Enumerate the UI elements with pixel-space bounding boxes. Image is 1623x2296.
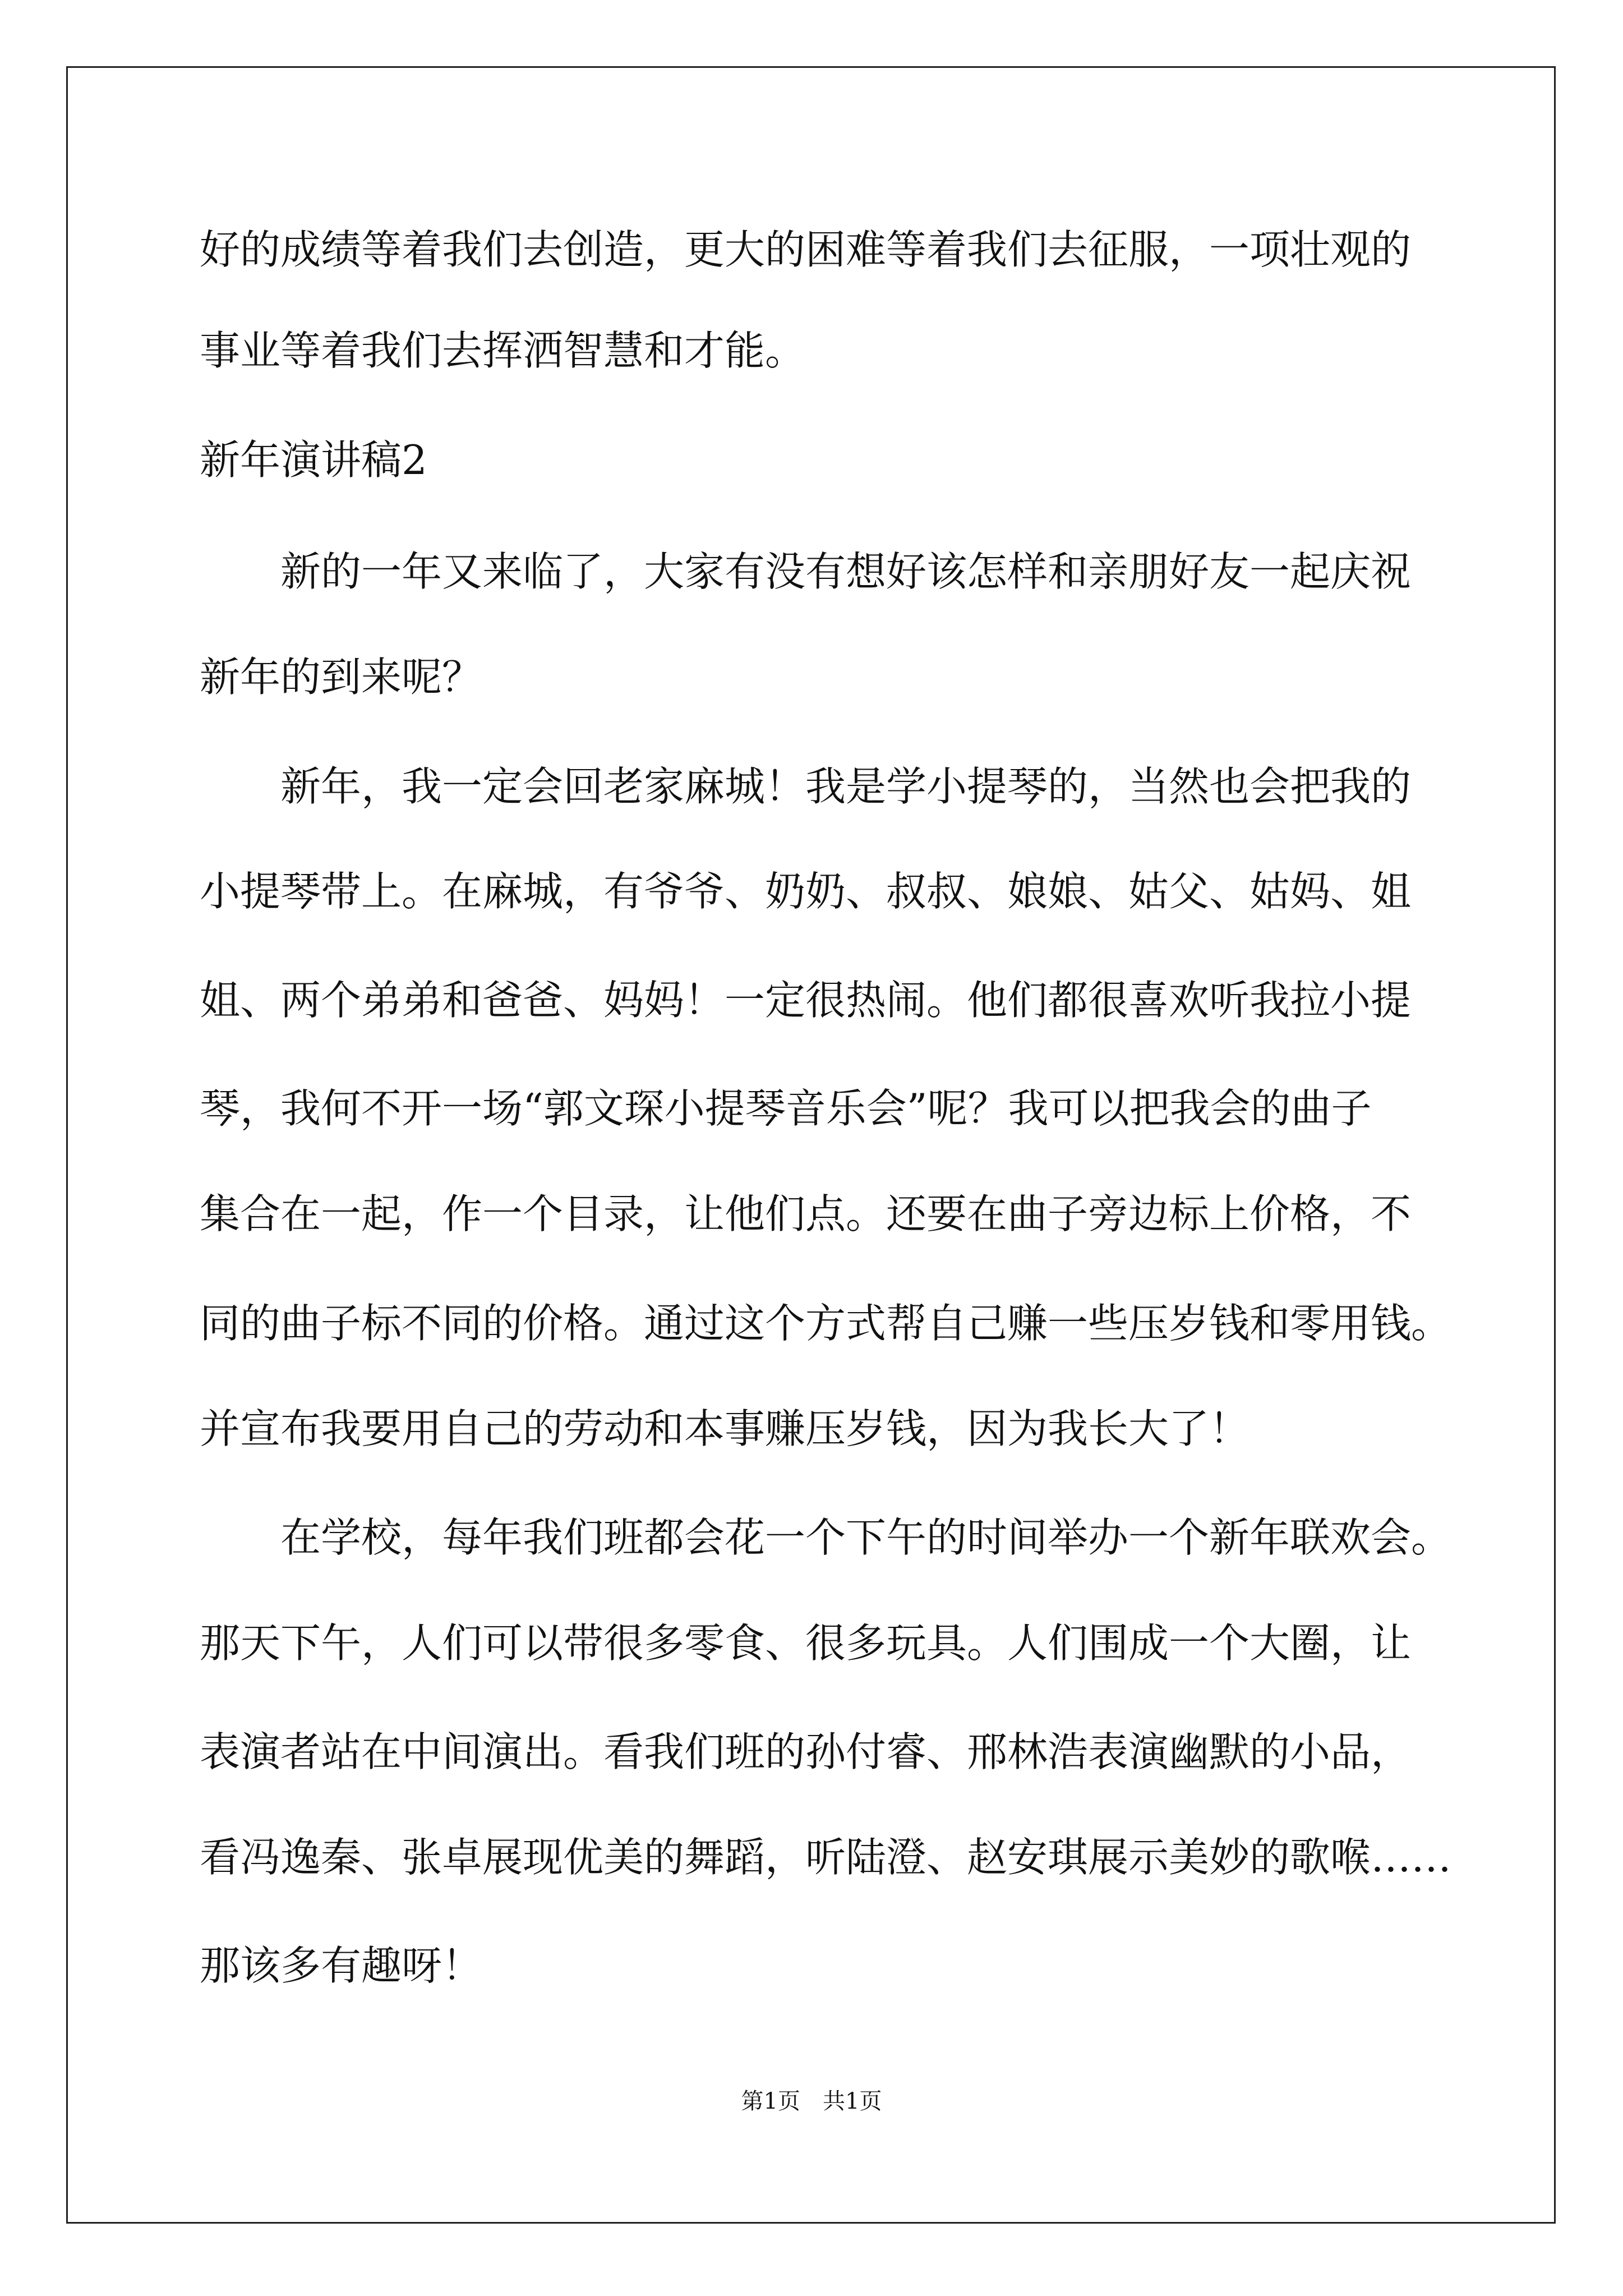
- text-line: 表演者站在中间演出。看我们班的孙付睿、邢林浩表演幽默的小品，: [200, 1728, 1412, 1775]
- text-line: 新年的到来呢？: [200, 654, 483, 701]
- text-line: 那天下午，人们可以带很多零食、很多玩具。人们围成一个大圈，让: [200, 1619, 1412, 1667]
- page-number: 第1页 共1页: [741, 2088, 882, 2114]
- section-heading: 新年演讲稿2: [200, 436, 427, 484]
- text-line: 姐、两个弟弟和爸爸、妈妈！一定很热闹。他们都很喜欢听我拉小提: [200, 977, 1412, 1024]
- text-line: 集合在一起，作一个目录，让他们点。还要在曲子旁边标上价格，不: [200, 1190, 1412, 1237]
- text-line: 小提琴带上。在麻城，有爷爷、奶奶、叔叔、娘娘、姑父、姑妈、姐: [200, 868, 1412, 915]
- text-line: 新的一年又来临了，大家有没有想好该怎样和亲朋好友一起庆祝: [280, 548, 1412, 595]
- text-line: 事业等着我们去挥洒智慧和才能。: [200, 327, 806, 374]
- page-border: [66, 66, 1556, 2224]
- text-line: 好的成绩等着我们去创造，更大的困难等着我们去征服，一项壮观的: [200, 226, 1412, 273]
- text-line: 琴，我何不开一场“郭文琛小提琴音乐会”呢？我可以把我会的曲子: [200, 1085, 1372, 1132]
- text-line: 同的曲子标不同的价格。通过这个方式帮自己赚一些压岁钱和零用钱。: [200, 1300, 1452, 1347]
- text-line: 在学校，每年我们班都会花一个下午的时间举办一个新年联欢会。: [280, 1514, 1452, 1561]
- text-line: 新年，我一定会回老家麻城！我是学小提琴的，当然也会把我的: [280, 763, 1412, 810]
- text-line: 并宣布我要用自己的劳动和本事赚压岁钱，因为我长大了！: [200, 1405, 1250, 1452]
- text-line: 看冯逸秦、张卓展现优美的舞蹈，听陆澄、赵安琪展示美妙的歌喉……: [200, 1834, 1452, 1881]
- text-line: 那该多有趣呀！: [200, 1942, 483, 1989]
